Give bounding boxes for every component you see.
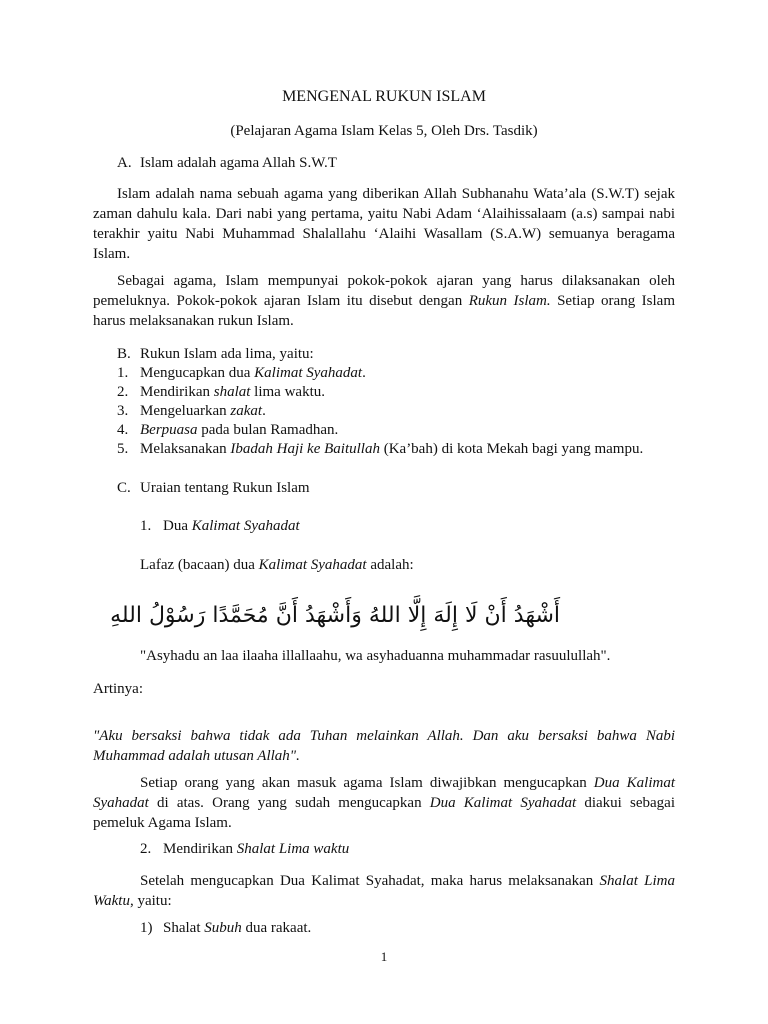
- list-item-text: Mengeluarkan: [140, 403, 231, 419]
- paragraph-text: Setelah mengucapkan Dua Kalimat Syahadat, maka harus melaksanakan: [140, 873, 600, 889]
- list-item: [140, 420, 338, 440]
- section-c-paragraph-3: [93, 773, 675, 833]
- lafaz-text: Lafaz (bacaan) dua: [140, 557, 259, 573]
- page-number: 1: [380, 949, 388, 964]
- list-item: [140, 439, 643, 459]
- document-subtitle: (Pelajaran Agama Islam Kelas 5, Oleh Drs. Tasdik): [230, 123, 538, 139]
- arabic-syahadat: أَشْهَدُ أَنْ لَا إِلَهَ إِلَّا اللهُ وَأَشْهَدُ أَنَّ مُحَمَّدًا رَسُوْلُ اللهِ: [110, 603, 560, 628]
- paragraph-text: di atas. Orang yang sudah mengucapkan: [148, 795, 430, 811]
- list-item-text: .: [262, 403, 266, 419]
- subsection-2-heading: [163, 839, 349, 859]
- list-item-text: pada bulan Ramadhan.: [197, 422, 339, 438]
- heading-term: Kalimat Syahadat: [191, 518, 300, 534]
- paragraph-text: Sebagai agama, Islam mempunyai pokok-pokok ajaran yang harus dilaksanakan oleh pemeluknya. Pokok-pokok ajaran Islam itu disebut dengan: [93, 273, 675, 309]
- heading-text: Mendirikan: [163, 841, 237, 857]
- list-item-term: shalat: [213, 384, 251, 400]
- paragraph-text: diakui sebagai pemeluk Agama Islam.: [93, 795, 675, 831]
- list-item-term: Berpuasa: [140, 422, 198, 438]
- list-item: [140, 363, 366, 383]
- section-b-marker: B.: [117, 346, 131, 362]
- shalat-item-number: 1): [140, 920, 153, 936]
- subsection-2-number: 2.: [140, 841, 152, 857]
- transliteration: "Asyhadu an laa ilaaha illallaahu, wa asyhaduanna muhammadar rasuulullah".: [140, 648, 611, 664]
- lafaz-text: adalah:: [366, 557, 414, 573]
- meaning-text: "Aku bersaksi bahwa tidak ada Tuhan melainkan Allah. Dan aku bersaksi bahwa Nabi Muhammad adalah utusan Allah".: [93, 728, 675, 764]
- section-a-marker: A.: [117, 155, 132, 171]
- list-item-text: lima waktu.: [250, 384, 325, 400]
- paragraph-term: Shalat Lima Waktu: [93, 873, 675, 909]
- list-item-number: 5.: [117, 441, 129, 457]
- section-c-heading: Uraian tentang Rukun Islam: [140, 480, 310, 496]
- list-item-text: Melaksanakan: [140, 441, 231, 457]
- paragraph-text: , yaitu:: [129, 893, 172, 909]
- document-title: MENGENAL RUKUN ISLAM: [282, 88, 486, 105]
- list-item-text: Mendirikan: [140, 384, 214, 400]
- section-c-paragraph-4: [93, 871, 675, 911]
- list-item-number: 1.: [117, 365, 129, 381]
- lafaz-term: Kalimat Syahadat: [258, 557, 367, 573]
- shalat-item-text: Shalat: [163, 920, 205, 936]
- list-item-term: zakat: [230, 403, 263, 419]
- list-item: [140, 401, 266, 421]
- list-item-term: Kalimat Syahadat: [254, 365, 363, 381]
- paragraph-term: Dua Kalimat Syahadat: [93, 775, 675, 811]
- lafaz-line: [140, 555, 414, 575]
- rukun-islam-term: Rukun Islam.: [468, 293, 551, 309]
- list-item-text: .: [362, 365, 366, 381]
- list-item-number: 2.: [117, 384, 129, 400]
- paragraph-term: Dua Kalimat Syahadat: [429, 795, 577, 811]
- section-b-heading: Rukun Islam ada lima, yaitu:: [140, 346, 314, 362]
- subsection-1-number: 1.: [140, 518, 152, 534]
- section-a-heading: Islam adalah agama Allah S.W.T: [140, 155, 337, 171]
- list-item-number: 3.: [117, 403, 129, 419]
- list-item-number: 4.: [117, 422, 129, 438]
- shalat-item-text: dua rakaat.: [241, 920, 312, 936]
- paragraph-text: Setiap orang Islam harus melaksanakan rukun Islam.: [93, 293, 676, 329]
- paragraph-text: Setiap orang yang akan masuk agama Islam diwajibkan mengucapkan: [140, 775, 594, 791]
- list-item-text: Mengucapkan dua: [140, 365, 255, 381]
- heading-text: Dua: [163, 518, 192, 534]
- list-item-term: Ibadah Haji ke Baitullah: [230, 441, 380, 457]
- shalat-item-term: Subuh: [204, 920, 242, 936]
- artinya-label: Artinya:: [93, 681, 143, 697]
- list-item-text: (Ka’bah) di kota Mekah bagi yang mampu.: [379, 441, 644, 457]
- subsection-1-heading: [163, 516, 300, 536]
- section-a-paragraph-1: Islam adalah nama sebuah agama yang diberikan Allah Subhanahu Wata’ala (S.W.T) sejak zaman dahulu kala. Dari nabi yang pertama, yaitu Nabi Adam ‘Alaihissalaam (a.s) sampai nabi terakhir yaitu Nabi Muhammad Shalallahu ‘Alaihi Wasallam (S.A.W) semuanya beragama Islam.: [93, 186, 675, 262]
- shalat-item: [163, 918, 311, 938]
- heading-term: Shalat Lima waktu: [236, 841, 350, 857]
- section-c-marker: C.: [117, 480, 131, 496]
- list-item: [140, 382, 325, 402]
- section-a-paragraph-2: [93, 271, 675, 331]
